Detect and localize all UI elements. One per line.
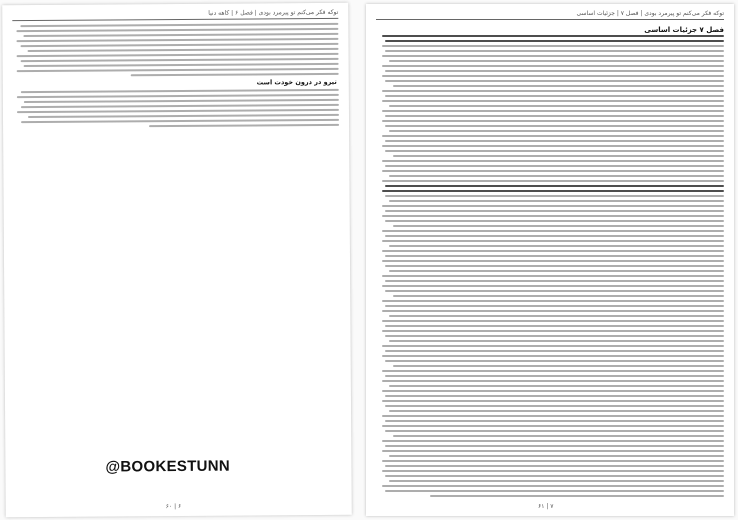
channel-watermark: @BOOKESTUNN	[105, 457, 231, 476]
left-page	[2, 3, 352, 517]
page-number: ۶۰ | ۶	[165, 502, 182, 511]
section-heading: تیرو در درون خودت است	[256, 77, 337, 87]
running-header: توکه فکر می‌کنم تو پیرمرد بودی | فصل ۷ | جزئیات اساسی	[576, 10, 724, 17]
paragraph-1	[2, 23, 348, 77]
body-text	[366, 35, 734, 497]
paragraph-2	[3, 89, 349, 128]
right-page	[366, 4, 734, 516]
header-rule	[376, 19, 724, 20]
page-number: ۶۱ | ۷	[538, 503, 554, 510]
running-header: توکه فکر می‌کنم تو پیرمرد بودی | فصل ۶ | کاهه دنیا	[208, 8, 339, 17]
chapter-title: فصل ۷ جزئیات اساسی	[644, 26, 724, 34]
